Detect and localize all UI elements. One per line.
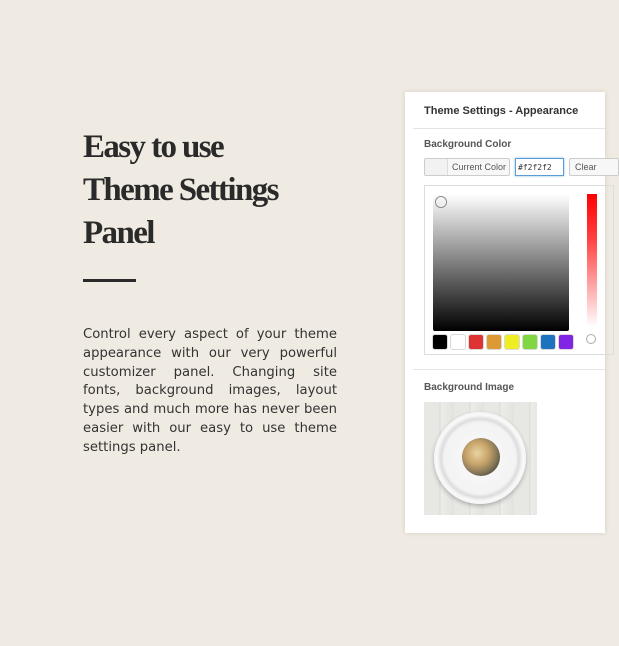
hue-slider-handle[interactable] [586, 334, 596, 344]
palette-swatch[interactable] [487, 335, 501, 349]
hero-description: Control every aspect of your theme appearance with our very powerful customizer panel. Changing site fonts, background images, layout types and much more has never been easier with our easy to use theme settings panel. [83, 327, 337, 455]
current-color-label: Current Color [452, 162, 507, 172]
hero-heading-line-3: Panel [83, 215, 154, 251]
plate-icon [434, 412, 526, 504]
section-divider [413, 369, 605, 370]
clear-button[interactable]: Clear [569, 158, 619, 176]
panel-title: Theme Settings - Appearance [424, 105, 579, 117]
hero-heading-line-1: Easy to use [83, 129, 224, 165]
palette-swatch[interactable] [505, 335, 519, 349]
current-color-button[interactable] [424, 158, 510, 176]
palette-swatch[interactable] [523, 335, 537, 349]
pasta-icon [462, 438, 500, 476]
color-picker [424, 185, 614, 355]
picker-handle-icon[interactable] [435, 196, 447, 208]
palette-swatch[interactable] [559, 335, 573, 349]
palette-swatch[interactable] [469, 335, 483, 349]
background-image-thumbnail[interactable] [424, 402, 537, 515]
palette-swatches [433, 335, 573, 350]
background-image-label: Background Image [424, 382, 515, 393]
hex-color-input[interactable] [515, 158, 564, 176]
hero-heading [83, 126, 383, 255]
saturation-area[interactable] [433, 194, 569, 331]
palette-swatch[interactable] [541, 335, 555, 349]
heading-divider [83, 279, 136, 282]
palette-swatch[interactable] [433, 335, 447, 349]
theme-settings-panel [405, 92, 605, 533]
current-color-swatch [425, 159, 448, 175]
background-color-label: Background Color [424, 139, 512, 150]
panel-title-divider [413, 128, 605, 129]
hero-heading-line-2: Theme Settings [83, 172, 278, 208]
palette-swatch[interactable] [451, 335, 465, 349]
hue-slider[interactable] [587, 194, 597, 342]
